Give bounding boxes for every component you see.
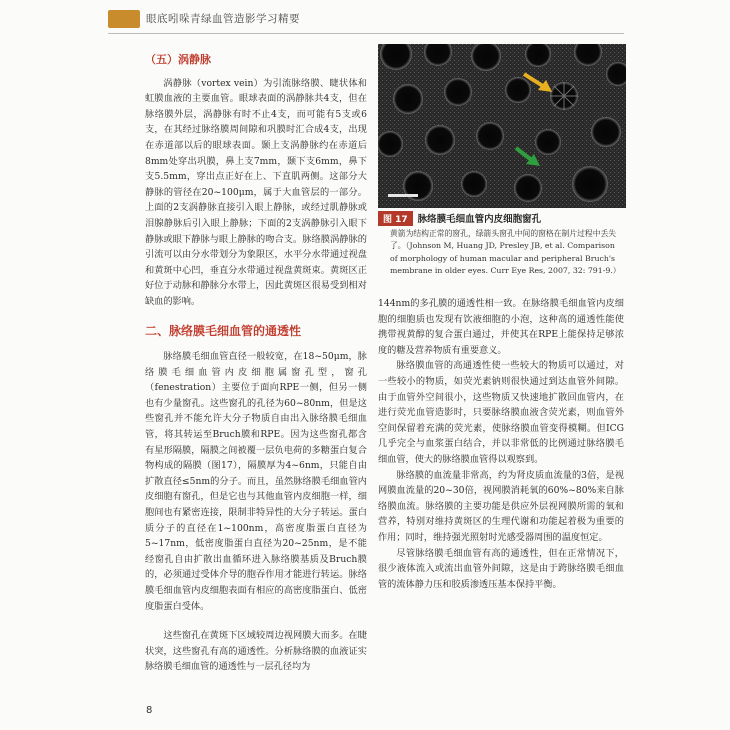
paragraph-permeability-5: 脉络膜的血流量非常高，约为肾皮质血流量的3倍，是视网膜血流量的20~30倍，视网膜消耗氧的60%~80%来自脉络膜血流。脉络膜的主要功能是供应外层视网膜所需的氧和营养，特别对维持黄斑区的生理代谢和功能起着极为重要的作用；同时，维持强光照射时光感受器周围的温度恒定。 [378,469,624,543]
page-number: 8 [146,705,153,716]
paragraph-permeability-1: 脉络膜毛细血管直径一般较宽，在18~50μm，脉络膜毛细血管内皮细胞属窗孔型，窗孔（fenestration）主要位于面向RPE一侧，但另一侧也有少量窗孔。这些窗孔的孔径为60~80nm，但是这些窗孔并不能允许大分子物质自由出入脉络膜毛细血管，将其转运至Bruch膜和RPE。因为这些窗孔都含有星形隔膜，隔膜之间被覆一层负电荷的多糖蛋白复合物构成的隔膜（图17），隔膜厚为4~6nm，只能自由扩散直径≤5nm的分子。而且，虽然脉络膜毛细血管内皮细胞有窗孔，但是它也与其他血管内皮细胞一样，细胞间也有紧密连接，限制非特异性的大分子转运。蛋白质分子的直径在1~100nm，高密度脂蛋白直径为5~17nm，低密度脂蛋白直径为20~25nm，是不能经窗孔自由扩散出血循环进入脉络膜基质及Bruch膜的，必须通过受体介导的胞吞作用才能进行转运。脉络膜毛细血管内皮细胞表面有相应的高密度脂蛋白、低密度脂蛋白受体。 [145,351,367,612]
micrograph-figure [378,44,626,208]
paragraph-permeability-3: 144nm的多孔膜的通透性相一致。在脉络膜毛细血管内皮细胞的细胞质也发现有饮液细胞的小泡，这种高的通透性能使携带视黄醇的复合蛋白通过，并使其在RPE上能保持足够浓度的糖及营养物质有重要意义。 [378,298,624,356]
left-column [145,44,367,675]
running-header-title: 眼底吲哚青绿血管造影学习精要 [146,13,300,25]
right-column [378,296,624,592]
paragraph-permeability-2: 这些窗孔在黄斑下区域较周边视网膜大而多。在睫状突，这些窗孔有高的通透性。分析脉络膜的血液证实脉络膜毛细血管的通透性与一层孔径均为 [145,630,367,673]
header-rule [108,33,624,34]
section-heading-vortex-vein: （五）涡静脉 [145,53,211,66]
figure-title: 脉络膜毛细血管内皮细胞窗孔 [417,214,542,225]
section-heading-permeability: 二、脉络膜毛细血管的通透性 [145,323,302,338]
figure-caption [390,228,624,278]
micrograph-image [378,44,626,208]
paragraph-permeability-6: 尽管脉络膜毛细血管有高的通透性，但在正常情况下，很少液体流入或流出血管外间隙，这是由于跨脉络膜毛细血管的流体静力压和胶质渗透压基本保持平衡。 [378,547,624,590]
header-tab [108,10,140,28]
scale-bar [388,194,418,197]
figure-caption-reference: （Johnson M, Huang JD, Presley JB, et al. Comparison of morphology of human macular and peripheral Bruch's membrane in older eyes. Curr Eye Res, 2007, 32: 791-9.） [390,241,621,276]
figure-caption-text: 黄箭为结构正常的窗孔，绿箭头窗孔中间的窗格在制片过程中丢失了。 [390,229,617,251]
paragraph-vortex-vein: 涡静脉（vortex vein）为引流脉络膜、睫状体和虹膜血液的主要血管。眼球表面的涡静脉共4支，但在脉络膜外层，涡静脉有时不止4支，而可能有5支或6支，在其经过脉络膜周间隙和巩膜时汇合成4支，出现在赤道部以后的眼球表面。颞上支涡静脉约在赤道后8mm处穿出巩膜，鼻上支7mm，颞下支6mm，鼻下支5.5mm，穿出点正好在上、下直肌两侧。这部分大静脉的管径在20~100μm，属于大血管层的一部分。上面的2支涡静脉直接引入眼上静脉，或经过肌静脉或泪腺静脉后引入眼上静脉；下面的2支涡静脉引入眼下静脉或眼下静脉与眼上静脉的吻合支。脉络膜涡静脉的引流可以由分水带划分为象限区，水平分水带通过视盘和黄斑中心凹，垂直分水带通过视盘黄斑束。黄斑区正好位于动脉和静脉分水带上，因此黄斑区很易受到相对缺血的影响。 [145,77,367,307]
figure-label-row [378,210,626,226]
figure-number-badge: 图 17 [378,211,413,226]
paragraph-permeability-4: 脉络膜血管的高通透性使一些较大的物质可以通过，对一些较小的物质，如荧光素钠则很快通过到达血管外间隙。由于血管外空间很小，这些物质又快速地扩散回血管内，在进行荧光血管造影时，只要脉络膜血液含荧光素，则血管外空间保留着充满的荧光素，使脉络膜血管变得模糊。但ICG几乎完全与血浆蛋白结合，并以非常低的比例通过脉络膜毛细血管，使大的脉络膜血管得以观察到。 [378,360,624,465]
